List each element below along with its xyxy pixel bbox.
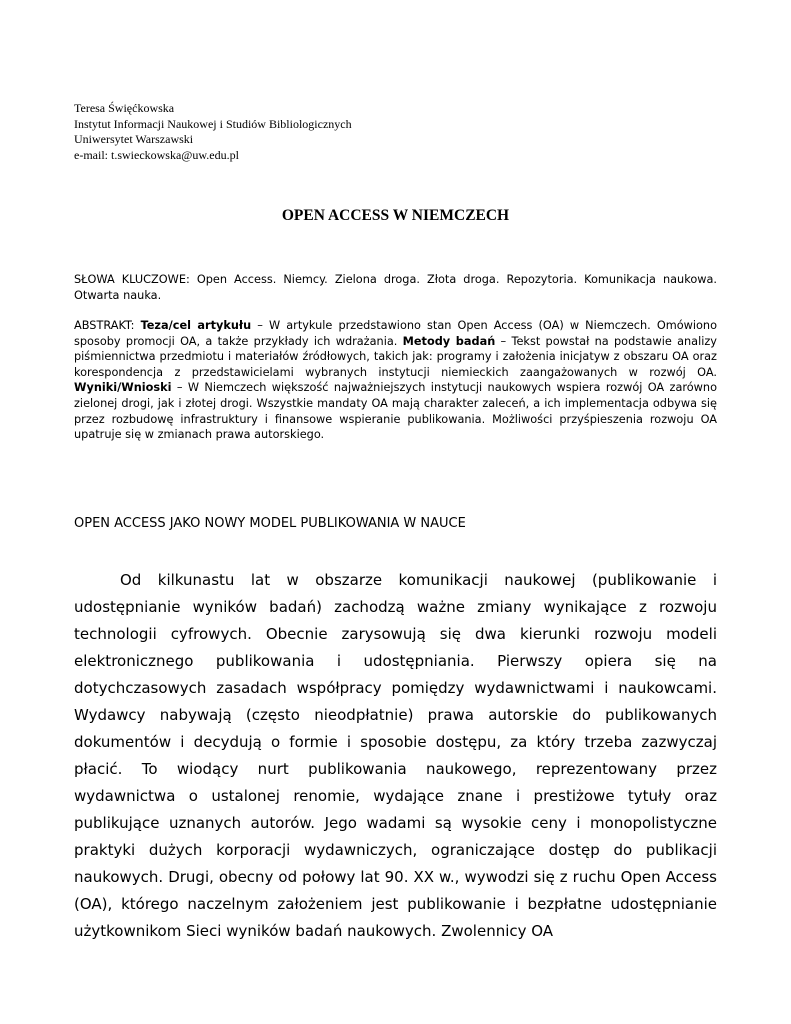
- abstract-results-label: Wyniki/Wnioski: [74, 381, 172, 395]
- keywords-text: Open Access. Niemcy. Zielona droga. Złota droga. Repozytoria. Komunikacja naukowa. Otwarta nauka.: [74, 273, 718, 302]
- abstract-methods-text: – Tekst powstał na podstawie analizy piśmiennictwa przedmiotu i materiałów źródłowych, takich jak: programy i założenia inicjatyw z obszaru OA oraz korespondencja z przedstawicielami wybranych instytucji niemieckich zaangażowanych w rozwój OA.: [74, 334, 717, 379]
- abstract-results-text: – W Niemczech większość najważniejszych instytucji naukowych wspiera rozwój OA zarówno zielonej drogi, jak i złotej drogi. Wszystkie mandaty OA mają charakter zaleceń, a ich implementacja odbywa się przez rozbudowę infrastruktury i finansowe wspieranie publikowania. Możliwości przyśpieszenia rozwoju OA upatruje się w zmianach prawa autorskiego.: [74, 381, 717, 442]
- abstract-paragraph: [74, 318, 717, 443]
- author-name: Teresa Święćkowska: [74, 101, 175, 115]
- author-institute: Instytut Informacji Naukowej i Studiów Bibliologicznych: [74, 116, 352, 131]
- author-block: [74, 101, 714, 163]
- abstract-label: ABSTRAKT:: [74, 319, 135, 332]
- abstract-methods-label: Metody badań: [402, 334, 496, 348]
- author-email[interactable]: e-mail: t.swieckowska@uw.edu.pl: [74, 147, 239, 162]
- article-title: OPEN ACCESS W NIEMCZECH: [281, 207, 510, 224]
- body-paragraph: Od kilkunastu lat w obszarze komunikacji naukowej (publikowanie i udostępnianie wyników badań) zachodzą ważne zmiany wynikające z rozwoju technologii cyfrowych. Obecnie zarysowują się dwa kierunki rozwoju modeli elektronicznego publikowania i udostępniania. Pierwszy opiera się na dotychczasowych zasadach współpracy pomiędzy wydawnictwami i naukowcami. Wydawcy nabywają (często nieodpłatnie) prawa autorskie do publikowanych dokumentów i decydują o formie i sposobie dostępu, za który trzeba zazwyczaj płacić. To wiodący nurt publikowania naukowego, reprezentowany przez wydawnictwa o ustalonej renomie, wydające znane i prestiżowe tytuły oraz publikujące uznanych autorów. Jego wadami są wysokie ceny i monopolistyczne praktyki dużych korporacji wydawniczych, ograniczające dostęp do publikacji naukowych. Drugi, obecny od połowy lat 90. XX w., wywodzi się z ruchu Open Access (OA), którego naczelnym założeniem jest publikowanie i bezpłatne udostępnianie użytkownikom Sieci wyników badań naukowych. Zwolennicy OA: [74, 571, 717, 940]
- section-heading: OPEN ACCESS JAKO NOWY MODEL PUBLIKOWANIA W NAUCE: [74, 516, 466, 531]
- abstract-goal-text: – W artykule przedstawiono stan Open Access (OA) w Niemczech. Omówiono sposoby promocji OA, a także przykłady ich wdrażania.: [74, 319, 718, 348]
- keywords-paragraph: [74, 272, 717, 303]
- keywords-label: SŁOWA KLUCZOWE:: [74, 273, 190, 286]
- abstract-goal-label: Teza/cel artykułu: [140, 319, 252, 332]
- author-university: Uniwersytet Warszawski: [74, 132, 194, 146]
